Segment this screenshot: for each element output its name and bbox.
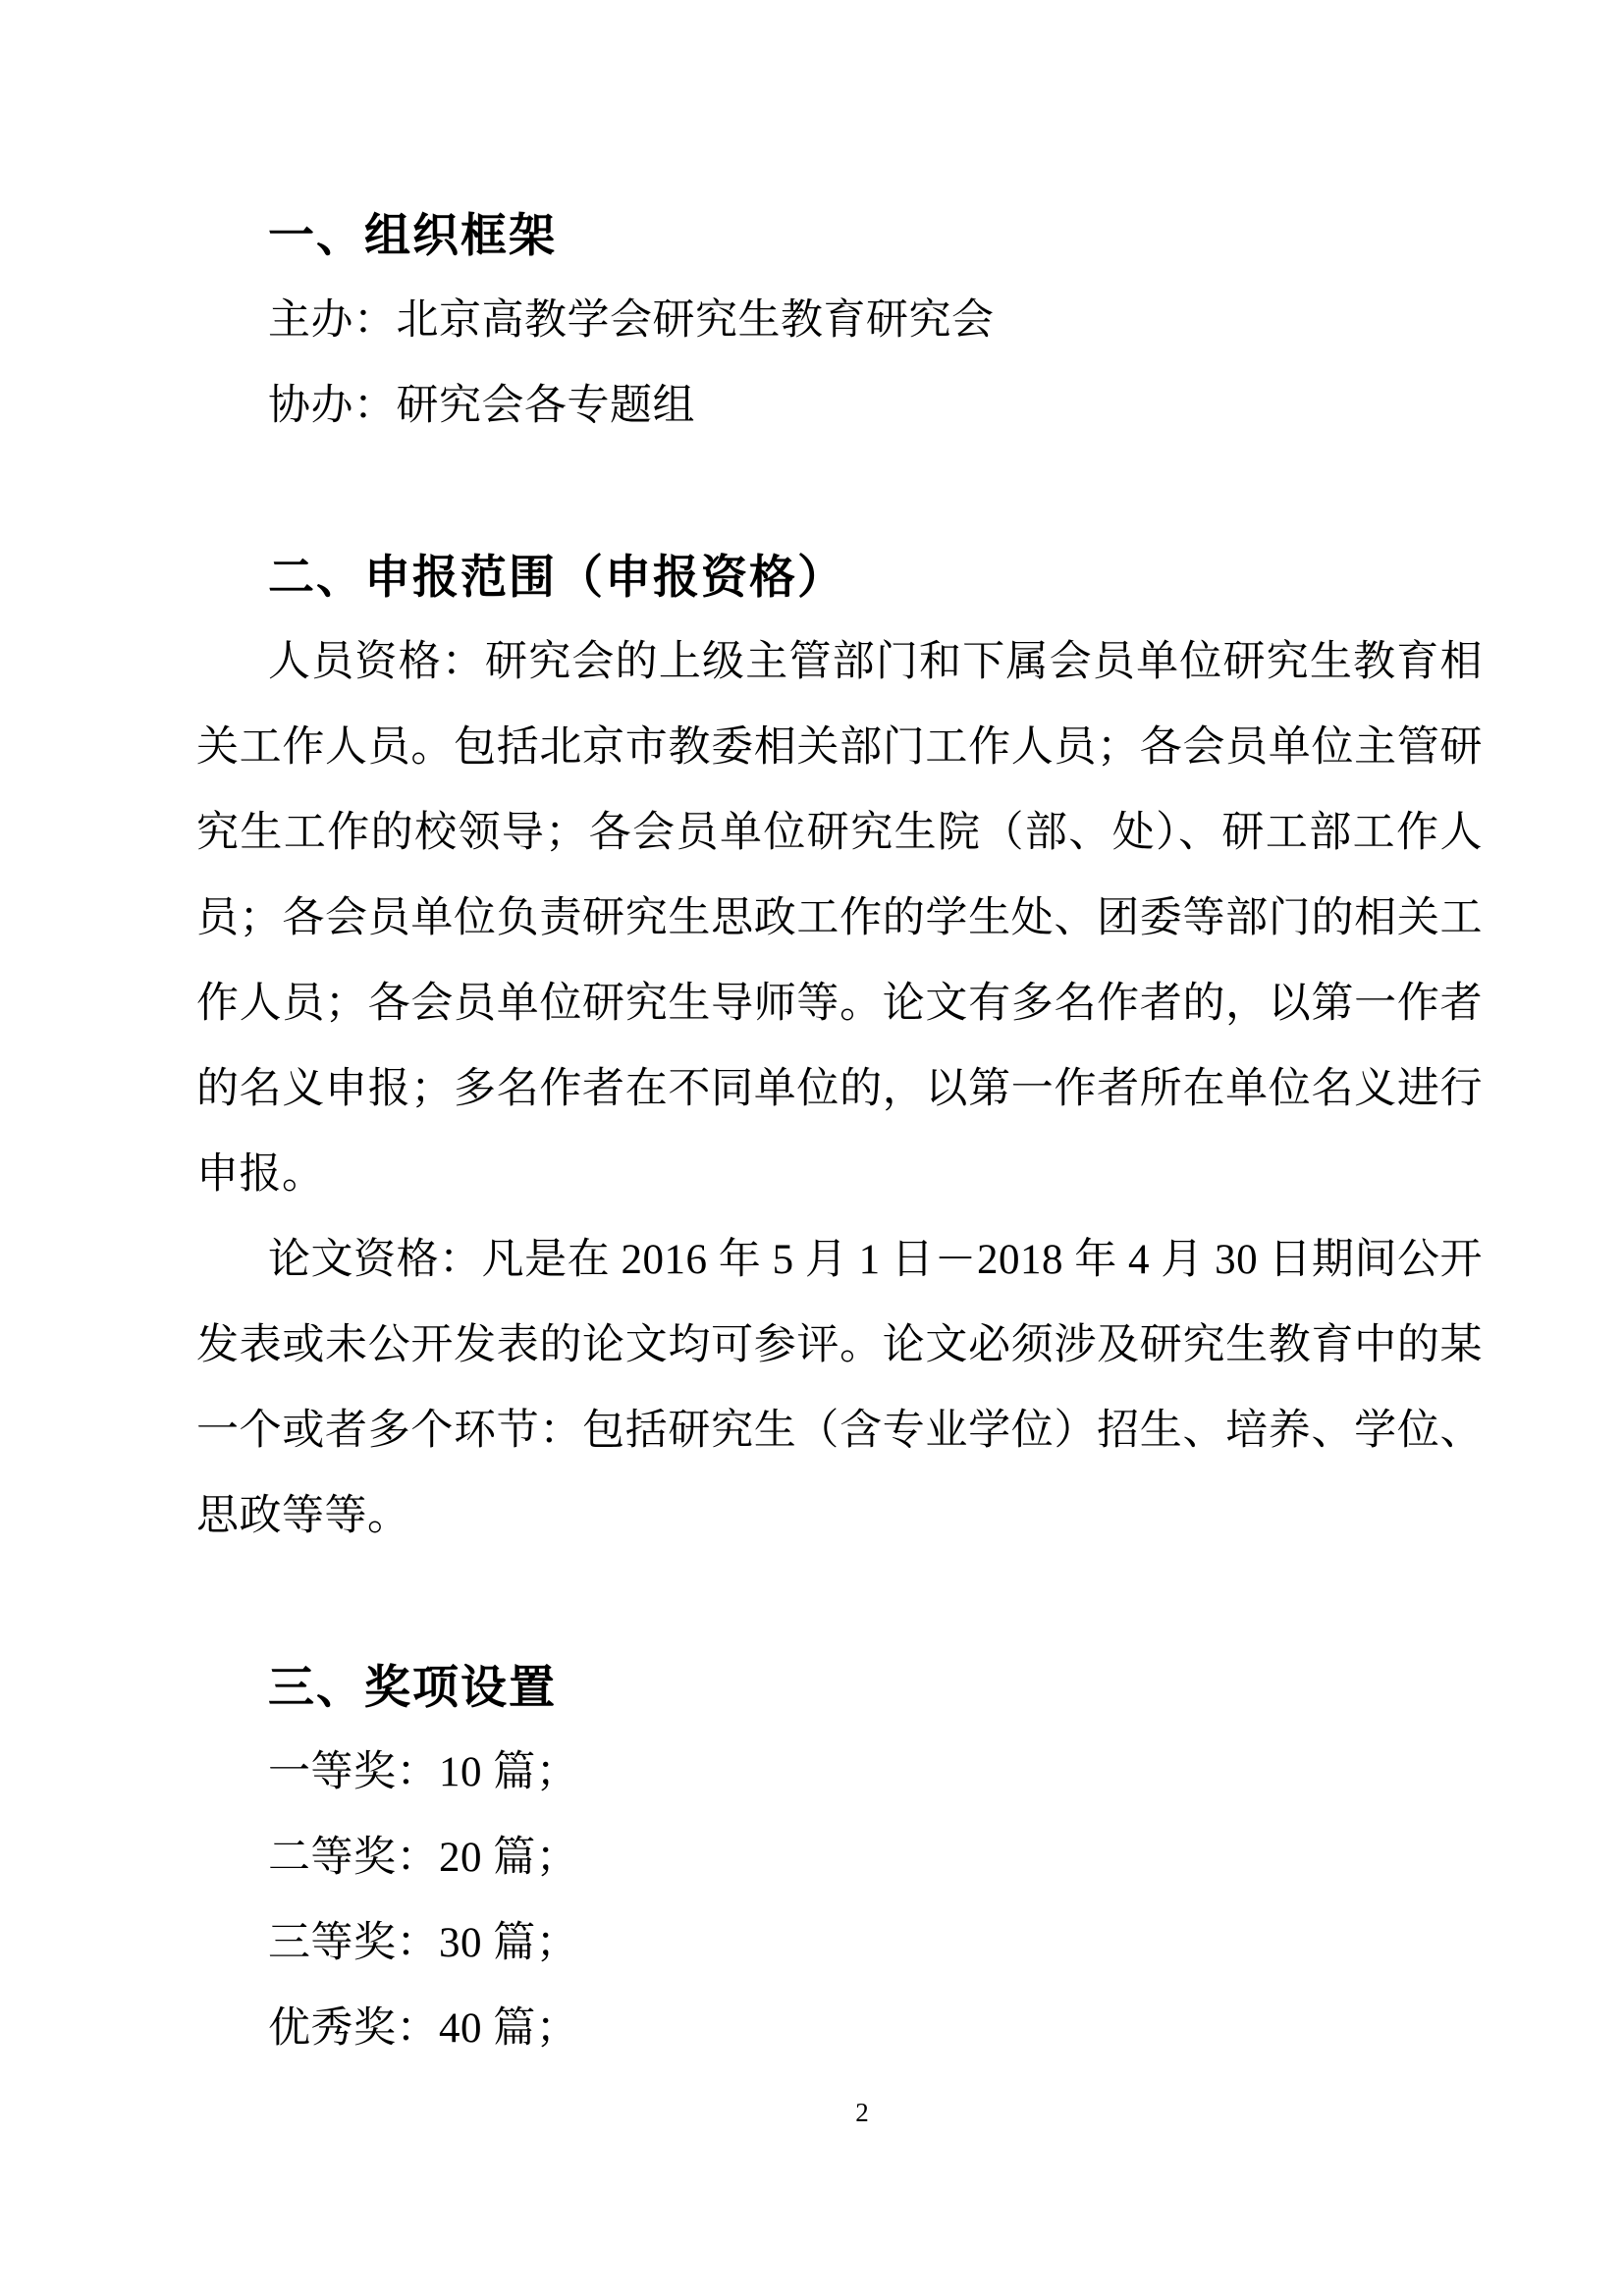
second-prize-line: 二等奖：20 篇； [268,1835,579,1881]
third-prize-line: 三等奖：30 篇； [268,1920,579,1966]
section-heading-awards: 三、奖项设置 [268,1661,557,1713]
host-line: 主办：北京高教学会研究生教育研究会 [268,297,995,344]
blank-line [196,1559,1483,1644]
personnel-qualification-paragraph: 人员资格：研究会的上级主管部门和下属会员单位研究生教育相关工作人员。包括北京市教委相关部门工作人员；各会员单位主管研究生工作的校领导；各会员单位研究生院（部、处）、研工部工作人员；各会员单位负责研究生思政工作的学生处、团委等部门的相关工作人员；各会员单位研究生导师等。论文有多名作者的，以第一作者的名义申报；多名作者在不同单位的，以第一作者所在单位名义进行申报。 [196,639,1483,1198]
co-host-line: 协办：研究会各专题组 [268,383,695,429]
blank-line [196,449,1483,534]
excellence-prize-line: 优秀奖：40 篇； [268,2005,579,2052]
section-heading-organization: 一、组织框架 [268,209,557,261]
paper-qualification-paragraph: 论文资格：凡是在 2016 年 5 月 1 日－2018 年 4 月 30 日期间公开发表或未公开发表的论文均可参评。论文必须涉及研究生教育中的某一个或者多个环节：包括研究生（含专业学位）招生、培养、学位、思政等等。 [196,1237,1483,1539]
page-number: 2 [855,2098,869,2127]
section-heading-application-scope: 二、申报范围（申报资格） [268,551,845,603]
first-prize-line: 一等奖：10 篇； [268,1749,579,1795]
